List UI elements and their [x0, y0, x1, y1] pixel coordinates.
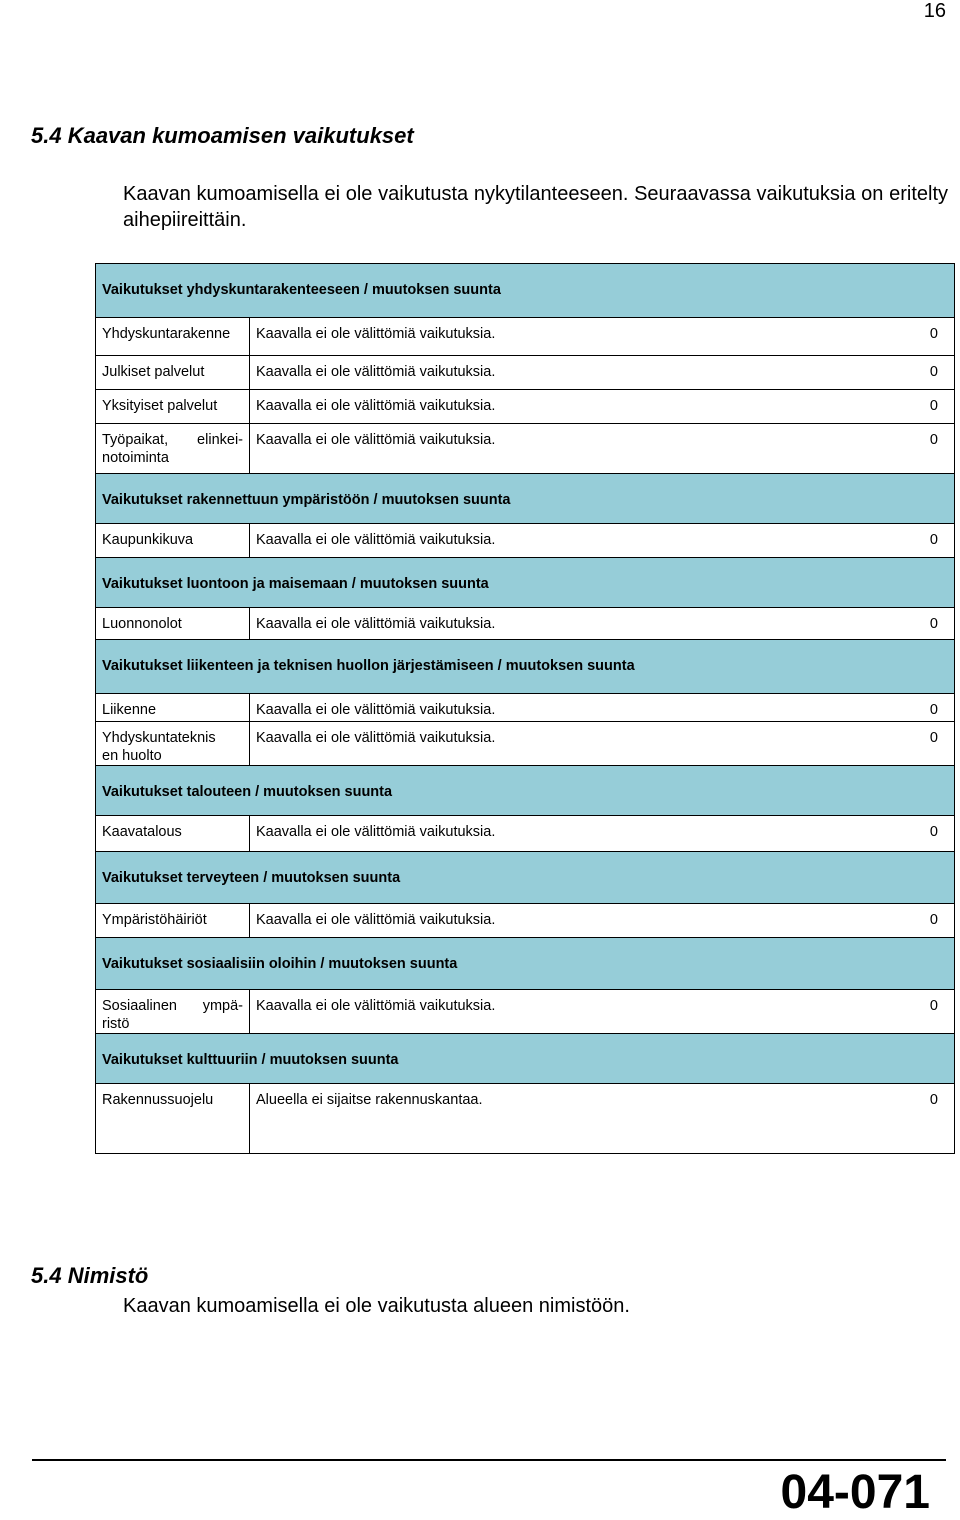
- table-row: [96, 608, 955, 640]
- row-description: Alueella ei sijaitse rakennuskantaa.: [250, 1084, 870, 1154]
- row-value: 0: [870, 694, 955, 722]
- row-label: Luonnonolot: [96, 608, 250, 640]
- row-label: Julkiset palvelut: [96, 356, 250, 390]
- row-description: Kaavalla ei ole välittömiä vaikutuksia.: [250, 318, 870, 356]
- section-title: Vaikutukset liikenteen ja teknisen huollon järjestämiseen / muutoksen suunta: [96, 640, 955, 694]
- table-row: [96, 694, 955, 722]
- document-code: 04-071: [780, 1466, 930, 1519]
- row-value: 0: [870, 390, 955, 424]
- row-value: 0: [870, 816, 955, 852]
- row-description: Kaavalla ei ole välittömiä vaikutuksia.: [250, 608, 870, 640]
- row-label: Työpaikat, elinkei-notoiminta: [96, 424, 250, 474]
- row-value: 0: [870, 990, 955, 1034]
- section-row: [96, 558, 955, 608]
- table-row: [96, 904, 955, 938]
- table-row: [96, 318, 955, 356]
- section-title: Vaikutukset rakennettuun ympäristöön / muutoksen suunta: [96, 474, 955, 524]
- row-description: Kaavalla ei ole välittömiä vaikutuksia.: [250, 694, 870, 722]
- section-heading-impacts: 5.4 Kaavan kumoamisen vaikutukset: [31, 123, 414, 148]
- section-row: [96, 938, 955, 990]
- section-title: Vaikutukset luontoon ja maisemaan / muutoksen suunta: [96, 558, 955, 608]
- table-row: [96, 1084, 955, 1154]
- row-label: Kaavatalous: [96, 816, 250, 852]
- row-description: Kaavalla ei ole välittömiä vaikutuksia.: [250, 990, 870, 1034]
- row-value: 0: [870, 424, 955, 474]
- section-row: [96, 852, 955, 904]
- table-row: [96, 990, 955, 1034]
- table-row: [96, 356, 955, 390]
- table-row: [96, 816, 955, 852]
- row-label: Yhdyskuntarakenne: [96, 318, 250, 356]
- row-label: Liikenne: [96, 694, 250, 722]
- row-label: [96, 722, 250, 766]
- section-row: [96, 640, 955, 694]
- table-row: [96, 524, 955, 558]
- row-description: Kaavalla ei ole välittömiä vaikutuksia.: [250, 524, 870, 558]
- row-description: Kaavalla ei ole välittömiä vaikutuksia.: [250, 424, 870, 474]
- row-value: 0: [870, 904, 955, 938]
- row-value: 0: [870, 318, 955, 356]
- row-label-text: Yhdyskuntateknisen huolto: [102, 730, 216, 764]
- table-row: [96, 390, 955, 424]
- section-title: Vaikutukset sosiaalisiin oloihin / muutoksen suunta: [96, 938, 955, 990]
- row-description: Kaavalla ei ole välittömiä vaikutuksia.: [250, 816, 870, 852]
- section-row: [96, 264, 955, 318]
- section-title: Vaikutukset kulttuuriin / muutoksen suunta: [96, 1034, 955, 1084]
- row-value: 0: [870, 356, 955, 390]
- row-label: Sosiaalinen ympä-ristö: [96, 990, 250, 1034]
- table-row: [96, 722, 955, 766]
- section-row: [96, 1034, 955, 1084]
- row-description: Kaavalla ei ole välittömiä vaikutuksia.: [250, 904, 870, 938]
- row-label: Kaupunkikuva: [96, 524, 250, 558]
- row-value: 0: [870, 608, 955, 640]
- row-value: 0: [870, 722, 955, 766]
- section-title: Vaikutukset talouteen / muutoksen suunta: [96, 766, 955, 816]
- row-description: Kaavalla ei ole välittömiä vaikutuksia.: [250, 390, 870, 424]
- intro-paragraph: Kaavan kumoamisella ei ole vaikutusta nykytilanteeseen. Seuraavassa vaikutuksia on eritelty aihepiireittäin.: [123, 183, 948, 231]
- row-description: Kaavalla ei ole välittömiä vaikutuksia.: [250, 722, 870, 766]
- row-value: 0: [870, 524, 955, 558]
- section-row: [96, 766, 955, 816]
- table-row: [96, 424, 955, 474]
- page-number: 16: [923, 0, 946, 22]
- footer-divider: [32, 1459, 946, 1461]
- section-title: Vaikutukset yhdyskuntarakenteeseen / muutoksen suunta: [96, 264, 955, 318]
- row-description: Kaavalla ei ole välittömiä vaikutuksia.: [250, 356, 870, 390]
- names-paragraph: Kaavan kumoamisella ei ole vaikutusta alueen nimistöön.: [123, 1295, 630, 1317]
- section-title: Vaikutukset terveyteen / muutoksen suunta: [96, 852, 955, 904]
- row-label: Rakennussuojelu: [96, 1084, 250, 1154]
- impacts-table: [95, 263, 955, 1154]
- row-value: 0: [870, 1084, 955, 1154]
- section-heading-names: 5.4 Nimistö: [31, 1263, 149, 1288]
- row-label: Yksityiset palvelut: [96, 390, 250, 424]
- section-row: [96, 474, 955, 524]
- row-label: Ympäristöhäiriöt: [96, 904, 250, 938]
